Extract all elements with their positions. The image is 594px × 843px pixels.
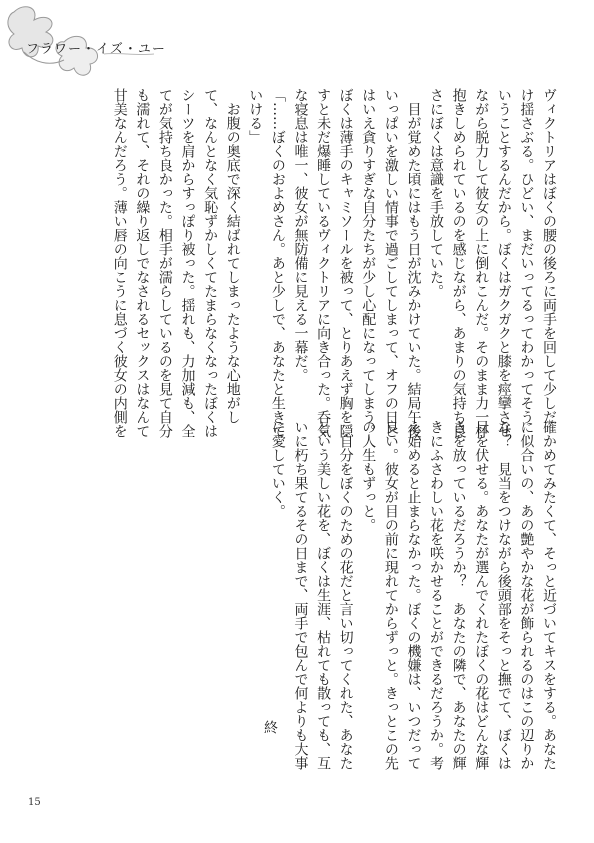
text-line: お腹の奥底で深く結ばれてしまったような心地がし (224, 88, 241, 424)
end-mark: 終 (262, 720, 278, 734)
text-line: 目が覚めた頃にはもう日が沈みかけていた。結局午後 (405, 88, 422, 438)
text-line: 目を伏せる。あなたが選んでくれたぼくの花はどんな輝 (473, 420, 490, 770)
lower-text-block (253, 420, 560, 770)
text-line: の人生もずっと。 (360, 420, 377, 532)
text-line: きを放っているだろうか？ あなたの隣で、あなたの輝 (450, 420, 467, 770)
text-line: 自分をぼくのための花だと言い切ってくれた、あなた (337, 420, 354, 770)
text-line: ヴィクトリアはぼくの腰の後ろに両手を回して少しだ (541, 88, 557, 424)
text-line: ぼくは薄手のキャミソールを被って、とりあえず胸を隠 (337, 88, 354, 438)
text-line: きにふさわしい花を咲かせることができるだろうか。考 (428, 420, 445, 770)
text-line: な？ 見当をつけながら後頭部をそっと撫でて、ぼくは (495, 420, 512, 770)
upper-text-block (78, 88, 560, 440)
text-line: すと未だ爆睡しているヴィクトリアに向き合った。呑気 (315, 88, 332, 438)
text-line: いける」 (247, 88, 264, 144)
text-line: 確かめてみたくて、そっと近づいてキスをする。あなた (541, 420, 557, 770)
page-number: 15 (28, 797, 41, 808)
text-line: ながら脱力して彼女の上に倒れこんだ。そのまま力一杯 (473, 88, 490, 438)
text-line: いっぱいを激しい情事で過ごしてしまって、オフの日と (382, 88, 399, 438)
text-line: シーツを肩からすっぽり被った。揺れも、力加減も、全 (179, 88, 196, 438)
text-line: て、なんとなく気恥ずかしくてたまらなくなったぼくは (202, 88, 219, 438)
text-line: さにぼくは意識を手放していた。 (428, 88, 445, 298)
text-line: け揺さぶる。ひどい、まだいってるってわかってそう (518, 88, 535, 424)
text-line: 抱きしめられているのを感じながら、あまりの気持ち良 (450, 88, 467, 438)
text-line: に愛していく。 (269, 420, 286, 518)
text-line: てが気持ち良かった。相手が濡らしているのを見て自分 (156, 88, 173, 438)
text-line: な寝息は唯一、彼女が無防備に見える一幕だ。 (292, 88, 309, 382)
text-line: 良い。彼女が目の前に現れてからずっと。きっとこの先 (382, 420, 399, 770)
text-line: も濡れて、それの繰り返しでなされるセックスはなんて (134, 88, 151, 438)
text-line: 甘美なんだろう。薄い唇の向こうに息づく彼女の内側を (111, 88, 128, 438)
text-line: 「……ぼくのおよめさん。あと少しで、あなたと生きて (269, 88, 286, 438)
text-line: に似合いの、あの艶やかな花が飾られるのはこの辺りか (518, 420, 535, 770)
text-line: という美しい花を、ぼくは生涯、枯れても散っても、互 (315, 420, 332, 770)
text-line: いに朽ち果てるその日まで、両手で包んで何よりも大事 (292, 420, 309, 770)
text-line: いうことするんだから。ぼくはガクガクと膝を痙攣させ (495, 88, 512, 438)
text-line: え始めると止まらなかった。ぼくの機嫌は、いつだって (405, 420, 422, 770)
text-line: はいえ貪りすぎな自分たちが少し心配になってしまう。 (360, 88, 377, 438)
page-header-title: フラワー・イズ・ユー (26, 42, 166, 57)
